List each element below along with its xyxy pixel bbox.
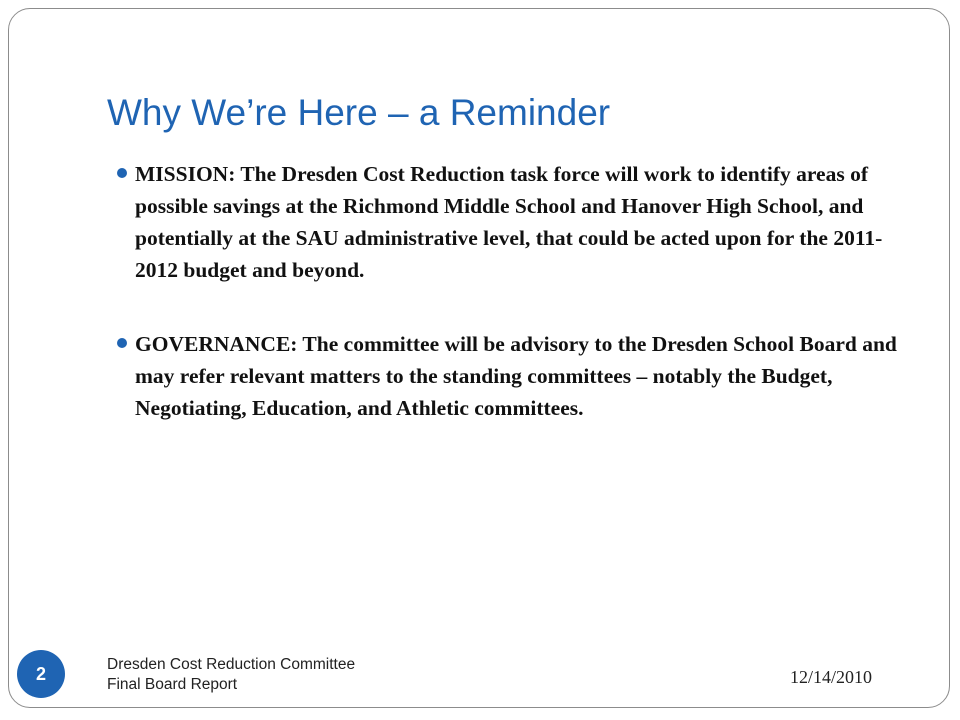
footer-line-1: Dresden Cost Reduction Committee [107, 656, 356, 673]
bullet-dot-icon [117, 338, 127, 348]
bullet-text: GOVERNANCE: The committee will be advisory to the Dresden School Board and may refer relevant matters to the standing committees – notably the Budget, Negotiating, Education, and Athletic committees. [135, 332, 897, 420]
bullet-text: MISSION: The Dresden Cost Reduction task force will work to identify areas of possible savings at the Richmond Middle School and Hanover High School, and potentially at the SAU administrative level, that could be acted upon for the 2011-2012 budget and beyond. [135, 162, 883, 282]
footer-text [107, 655, 355, 695]
slide-title: Why We’re Here – a Reminder [107, 92, 611, 133]
footer-date: 12/14/2010 [790, 667, 873, 687]
bullet-dot-icon [117, 168, 127, 178]
footer-line-2: Final Board Report [107, 676, 238, 693]
bullet-item-mission [117, 158, 897, 286]
page-number-badge: 2 [17, 650, 65, 698]
bullet-item-governance [117, 328, 897, 424]
bullet-list [117, 158, 897, 466]
